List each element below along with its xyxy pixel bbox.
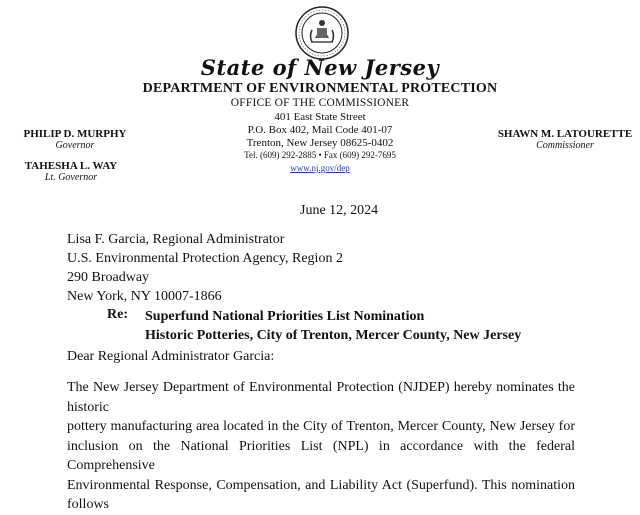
paragraph-line: Environmental Response, Compensation, and Liability Act (Superfund). This nomination follows	[67, 477, 575, 512]
letter-date: June 12, 2024	[300, 203, 379, 218]
website-link[interactable]: www.nj.gov/dep	[290, 163, 350, 173]
governor-name: PHILIP D. MURPHY	[23, 128, 127, 140]
body-paragraph	[67, 378, 575, 515]
department-name: DEPARTMENT OF ENVIRONMENTAL PROTECTION	[142, 81, 498, 96]
lt-governor-block	[0, 160, 146, 183]
governor-title: Governor	[55, 140, 95, 151]
recipient-line: New York, NY 10007-1866	[67, 289, 222, 304]
re-subject	[145, 307, 521, 345]
governor-block	[0, 128, 150, 151]
paragraph-line: The New Jersey Department of Environmental Protection (NJDEP) hereby nominates the historic	[67, 380, 575, 415]
lt-governor-title: Lt. Governor	[44, 172, 98, 183]
recipient-line: Lisa F. Garcia, Regional Administrator	[67, 232, 285, 247]
state-title: State of New Jersey	[200, 55, 440, 80]
re-subject-line: Historic Potteries, City of Trenton, Mercer County, New Jersey	[145, 328, 522, 343]
re-subject-line: Superfund National Priorities List Nomination	[145, 309, 425, 324]
state-seal	[295, 6, 349, 60]
re-label: Re:	[107, 307, 128, 322]
address-street: 401 East State Street	[274, 111, 366, 123]
recipient-block	[67, 230, 343, 306]
office-name: OFFICE OF THE COMMISSIONER	[230, 97, 410, 109]
lt-governor-name: TAHESHA L. WAY	[24, 160, 118, 172]
salutation: Dear Regional Administrator Garcia:	[67, 349, 275, 364]
address-po-box: P.O. Box 402, Mail Code 401-07	[247, 124, 393, 136]
paragraph-line: inclusion on the National Priorities List (NPL) in accordance with the federal Comprehensive	[67, 438, 575, 473]
paragraph-line: pottery manufacturing area located in the City of Trenton, Mercer County, New Jersey for	[67, 419, 575, 434]
address-city: Trenton, New Jersey 08625-0402	[246, 137, 394, 149]
commissioner-title: Commissioner	[536, 140, 594, 151]
commissioner-name: SHAWN M. LATOURETTE	[497, 128, 633, 140]
recipient-line: U.S. Environmental Protection Agency, Region 2	[67, 251, 343, 266]
commissioner-block	[484, 128, 640, 151]
tel-fax: Tel. (609) 292-2885 • Fax (609) 292-7695	[244, 150, 396, 160]
recipient-line: 290 Broadway	[67, 270, 150, 285]
